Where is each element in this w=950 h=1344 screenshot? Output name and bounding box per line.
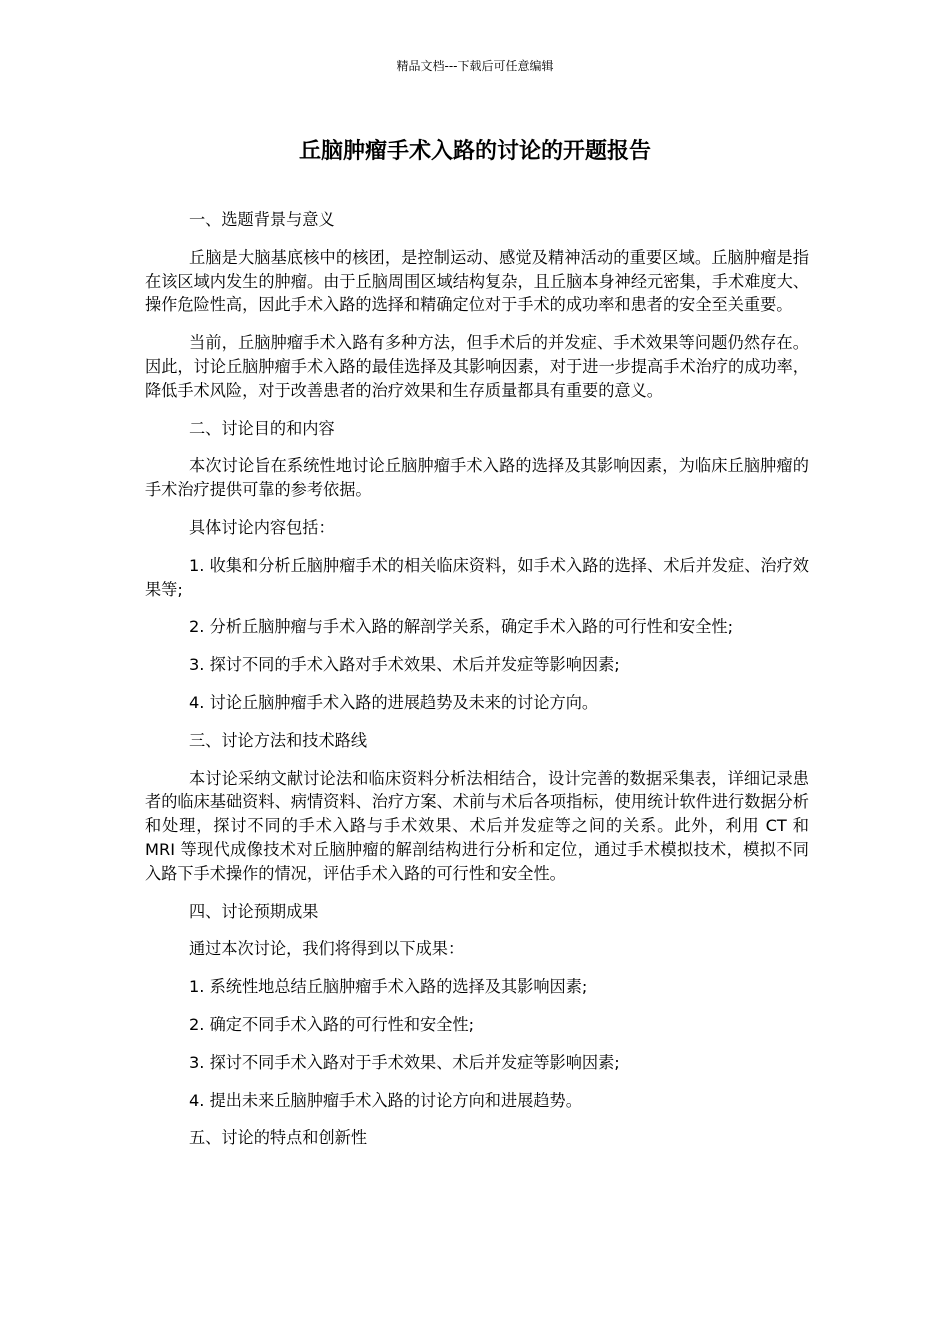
paragraph-background-1: 丘脑是大脑基底核中的核团，是控制运动、感觉及精神活动的重要区域。丘脑肿瘤是指在该区域内发生的肿瘤。由于丘脑周围区域结构复杂，且丘脑本身神经元密集，手术难度大、操作危险性高，因此手术入路的选择和精确定位对于手术的成功率和患者的安全至关重要。	[145, 247, 809, 315]
list-item: 3. 探讨不同手术入路对于手术效果、术后并发症等影响因素;	[189, 1052, 620, 1072]
paragraph-outcomes-intro: 通过本次讨论，我们将得到以下成果：	[189, 939, 465, 959]
list-item: 2. 分析丘脑肿瘤与手术入路的解剖学关系，确定手术入路的可行性和安全性;	[189, 617, 734, 637]
section-heading-methods: 三、讨论方法和技术路线	[189, 730, 368, 750]
section-heading-purpose: 二、讨论目的和内容	[189, 418, 335, 438]
document-title: 丘脑肿瘤手术入路的讨论的开题报告	[298, 139, 651, 164]
paragraph-purpose: 本次讨论旨在系统性地讨论丘脑肿瘤手术入路的选择及其影响因素，为临床丘脑肿瘤的手术治疗提供可靠的参考依据。	[145, 456, 809, 500]
list-item: 2. 确定不同手术入路的可行性和安全性;	[189, 1014, 475, 1034]
paragraph-methods: 本讨论采纳文献讨论法和临床资料分析法相结合，设计完善的数据采集表，详细记录患者的临床基础资料、病情资料、治疗方案、术前与术后各项指标，使用统计软件进行数据分析和处理，探讨不同的手术入路与手术效果、术后并发症等之间的关系。此外，利用 CT 和 MRI 等现代成像技术对丘脑肿瘤的解剖结构进行分析和定位，通过手术模拟技术，模拟不同入路下手术操作的情况，评估手术入路的可行性和安全性。	[145, 768, 809, 883]
section-heading-background: 一、选题背景与意义	[189, 210, 335, 229]
list-item: 4. 讨论丘脑肿瘤手术入路的进展趋势及未来的讨论方向。	[189, 692, 599, 712]
document-body	[145, 208, 809, 1164]
list-item: 1. 收集和分析丘脑肿瘤手术的相关临床资料，如手术入路的选择、术后并发症、治疗效果等;	[145, 555, 809, 599]
paragraph-content-intro: 具体讨论内容包括：	[189, 517, 335, 537]
section-heading-innovation: 五、讨论的特点和创新性	[189, 1128, 368, 1148]
section-heading-outcomes: 四、讨论预期成果	[189, 901, 319, 921]
list-item: 3. 探讨不同的手术入路对手术效果、术后并发症等影响因素;	[189, 655, 620, 675]
page-header: 精品文档---下载后可任意编辑	[396, 59, 554, 73]
list-item: 1. 系统性地总结丘脑肿瘤手术入路的选择及其影响因素;	[189, 977, 588, 997]
list-item: 4. 提出未来丘脑肿瘤手术入路的讨论方向和进展趋势。	[189, 1090, 582, 1110]
paragraph-background-2: 当前，丘脑肿瘤手术入路有多种方法，但手术后的并发症、手术效果等问题仍然存在。因此，讨论丘脑肿瘤手术入路的最佳选择及其影响因素，对于进一步提高手术治疗的成功率，降低手术风险，对于改善患者的治疗效果和生存质量都具有重要的意义。	[145, 333, 809, 400]
